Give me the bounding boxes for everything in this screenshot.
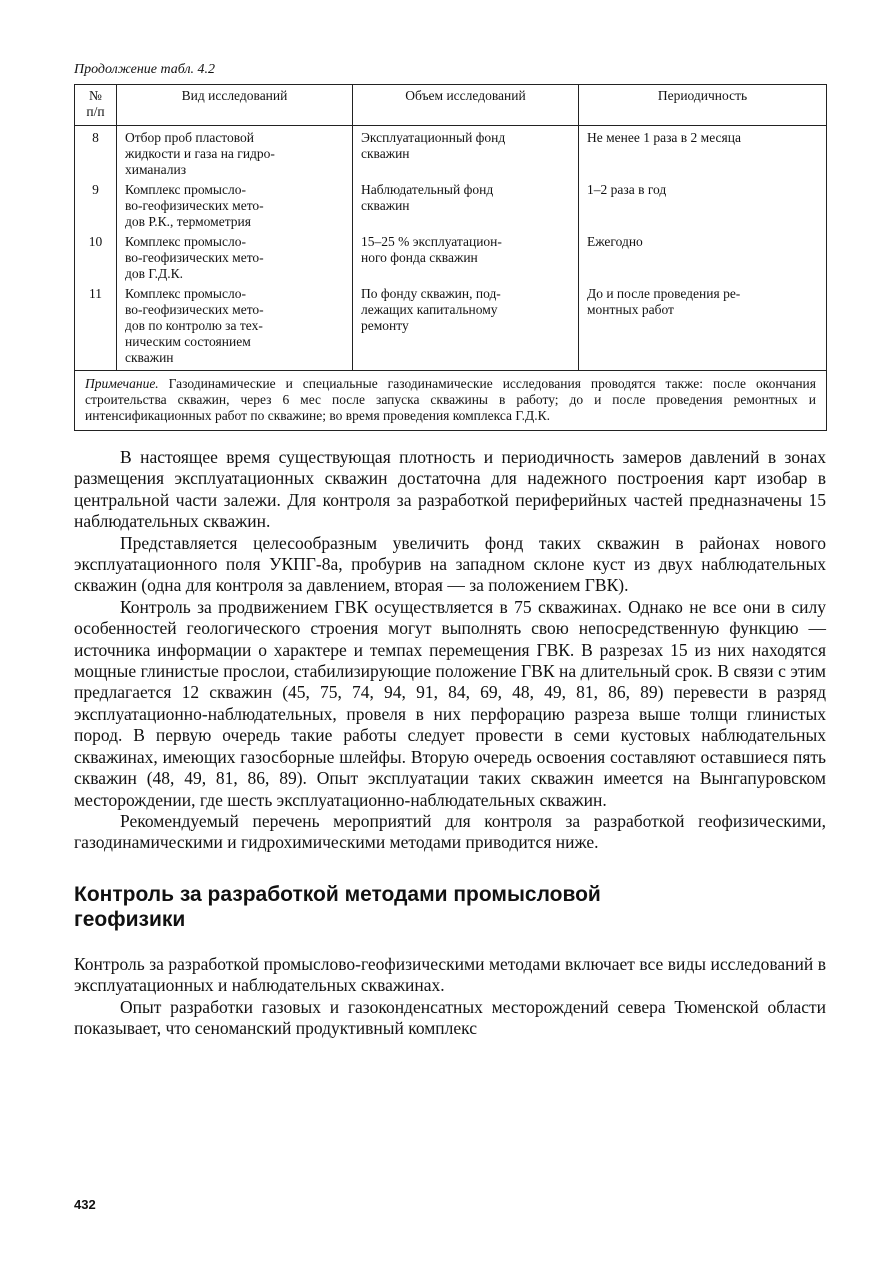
row-number: 8 xyxy=(75,126,117,183)
cell-volume: Эксплуатационный фонд скважин xyxy=(353,126,579,183)
header-type: Вид исследований xyxy=(117,85,353,126)
table-row xyxy=(75,126,827,183)
research-table xyxy=(74,84,827,431)
cell-period: Ежегодно xyxy=(579,234,827,286)
cell-period: Не менее 1 раза в 2 месяца xyxy=(579,126,827,183)
table-header-row xyxy=(75,85,827,126)
cell-period: До и после проведения ре- монтных работ xyxy=(579,286,827,371)
row-number: 11 xyxy=(75,286,117,371)
cell-volume: 15–25 % эксплуатацион- ного фонда скважин xyxy=(353,234,579,286)
header-volume: Объем исследований xyxy=(353,85,579,126)
cell-type: Комплекс промысло- во-геофизических мето- дов Р.К., термометрия xyxy=(117,182,353,234)
page-number: 432 xyxy=(74,1197,96,1212)
cell-type: Комплекс промысло- во-геофизических мето- дов Г.Д.К. xyxy=(117,234,353,286)
cell-period: 1–2 раза в год xyxy=(579,182,827,234)
paragraph: Контроль за продвижением ГВК осуществляется в 75 скважинах. Однако не все они в силу особенностей геологического строения могут выполнять свою непосредственную функцию — источника информации о характере и темпах перемещения ГВК. В разрезах 15 из них находятся мощные глинистые прослои, стабилизирующие положение ГВК на длительный срок. В связи с этим предлагается 12 скважин (45, 75, 74, 94, 91, 84, 69, 48, 49, 81, 86, 89) перевести в разряд эксплуатационно-наблюдательных, провеля в них перфорацию разреза выше толщи глинистых пород. В первую очередь такие работы следует провести в семи кустовых наблюдательных скважинах, имеющих газосборные шлейфы. Вторую очередь освоения составляют оставшиеся пять скважин (48, 49, 81, 86, 89). Опыт эксплуатации таких скважин имеется на Вынгапуровском месторождении, где шесть эксплуатационно-наблюдательных скважин. xyxy=(74,596,826,810)
table-row xyxy=(75,286,827,371)
header-num: № п/п xyxy=(75,85,117,126)
body-text xyxy=(74,447,826,854)
section-body xyxy=(74,954,826,1040)
row-number: 10 xyxy=(75,234,117,286)
paragraph: Представляется целесообразным увеличить фонд таких скважин в районах нового эксплуатационного поля УКПГ-8а, пробурив на западном склоне куст из двух наблюдательных скважин (одна для контроля за давлением, вторая — за положением ГВК). xyxy=(74,532,826,596)
page-content xyxy=(74,62,826,1039)
cell-type: Отбор проб пластовой жидкости и газа на гидро- химанализ xyxy=(117,126,353,183)
note-text: Газодинамические и специальные газодинамические исследования проводятся также: после окончания строительства скважин, через 6 мес после запуска скважины в работу; до и после проведения ремонтных и интенсификационных работ по скважине; во время проведения комплекса Г.Д.К. xyxy=(85,376,816,423)
paragraph: Контроль за разработкой промыслово-геофизическими методами включает все виды исследований в эксплуатационных и наблюдательных скважинах. xyxy=(74,953,826,996)
cell-volume: Наблюдательный фонд скважин xyxy=(353,182,579,234)
row-number: 9 xyxy=(75,182,117,234)
table-caption: Продолжение табл. 4.2 xyxy=(74,62,216,77)
header-period: Периодичность xyxy=(579,85,827,126)
table-row xyxy=(75,234,827,286)
table-note-row xyxy=(75,371,827,431)
table-row xyxy=(75,182,827,234)
paragraph: Опыт разработки газовых и газоконденсатных месторождений севера Тюменской области показывает, что сеноманский продуктивный комплекс xyxy=(74,996,826,1038)
paragraph: В настоящее время существующая плотность и периодичность замеров давлений в зонах размещения эксплуатационных скважин достаточна для надежного построения карт изобар в центральной части залежи. Для контроля за разработкой периферийных частей предназначены 15 наблюдательных скважин. xyxy=(74,447,826,532)
table-note xyxy=(75,371,827,431)
cell-volume: По фонду скважин, под- лежащих капитальному ремонту xyxy=(353,286,579,371)
paragraph: Рекомендуемый перечень мероприятий для контроля за разработкой геофизическими, газодинамическими и гидрохимическими методами приводится ниже. xyxy=(74,810,826,853)
cell-type: Комплекс промысло- во-геофизических мето- дов по контролю за тех- ническим состоянием скважин xyxy=(117,286,353,371)
note-label: Примечание. xyxy=(85,376,159,391)
section-heading: Контроль за разработкой методами промысловой геофизики xyxy=(74,882,601,931)
